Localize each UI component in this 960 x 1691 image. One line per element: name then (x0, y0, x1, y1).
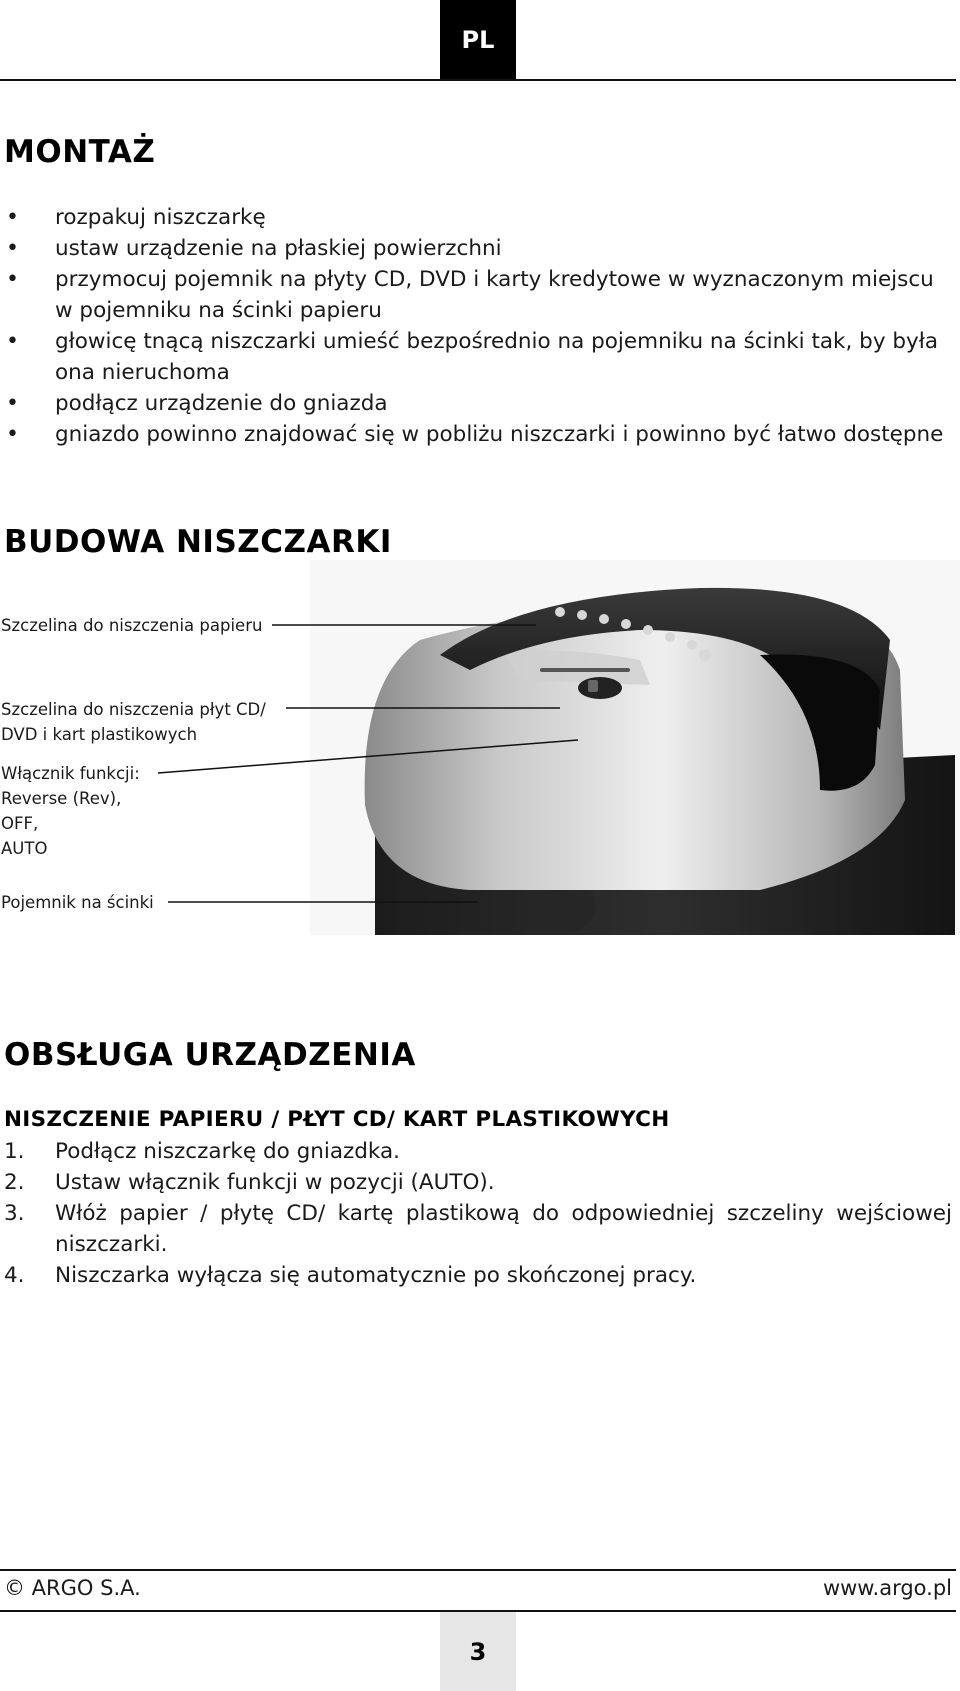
top-divider (0, 79, 956, 81)
list-item: • gniazdo powinno znajdować się w pobliżu niszczarki i powinno być łatwo dostępne (0, 419, 956, 450)
list-item: • rozpakuj niszczarkę (0, 202, 956, 233)
list-item: • przymocuj pojemnik na płyty CD, DVD i karty kredytowe w wyznaczonym miejscu w pojemniku na ścinki papieru (0, 264, 956, 326)
step-text: Podłącz niszczarkę do gniazdka. (55, 1139, 401, 1164)
step-number: 3. (4, 1201, 25, 1226)
label-line: AUTO (1, 839, 48, 858)
label-bin: Pojemnik na ścinki (1, 893, 154, 912)
label-line: OFF, (1, 814, 39, 833)
label-function-switch (1, 761, 140, 861)
subsection-title: NISZCZENIE PAPIERU / PŁYT CD/ KART PLASTIKOWYCH (4, 1107, 670, 1132)
label-line: Reverse (Rev), (1, 789, 122, 808)
section-title-budowa: BUDOWA NISZCZARKI (4, 524, 392, 560)
label-cd-slot (1, 697, 266, 747)
section-title-montaz: MONTAŻ (4, 134, 156, 170)
list-item: • podłącz urządzenie do gniazda (0, 388, 956, 419)
label-paper-slot: Szczelina do niszczenia papieru (1, 616, 263, 635)
list-item: • głowicę tnącą niszczarki umieść bezpośrednio na pojemniku na ścinki tak, by była ona nieruchoma (0, 326, 956, 388)
language-tab: PL (440, 0, 516, 80)
label-line: Włącznik funkcji: (1, 764, 140, 783)
step-text: Włóż papier / płytę CD/ kartę plastikową do odpowiedniej szczeliny wejściowej niszczarki. (55, 1201, 952, 1257)
step-number: 1. (4, 1139, 25, 1164)
footer-website[interactable]: www.argo.pl (822, 1576, 952, 1600)
list-item (0, 1260, 952, 1291)
section-title-obsluga: OBSŁUGA URZĄDZENIA (4, 1037, 416, 1073)
page-number: 3 (440, 1612, 516, 1691)
label-line: Szczelina do niszczenia płyt CD/ (1, 700, 266, 719)
list-item (0, 1198, 952, 1260)
footer-company: © ARGO S.A. (4, 1576, 141, 1600)
list-item (0, 1167, 952, 1198)
step-text: Niszczarka wyłącza się automatycznie po skończonej pracy. (55, 1263, 697, 1288)
step-text: Ustaw włącznik funkcji w pozycji (AUTO). (55, 1170, 495, 1195)
step-number: 2. (4, 1170, 25, 1195)
steps-list (0, 1136, 952, 1291)
footer-divider-top (0, 1569, 956, 1571)
list-item (0, 1136, 952, 1167)
shredder-diagram (0, 560, 960, 940)
montaz-list (0, 202, 956, 450)
list-item: • ustaw urządzenie na płaskiej powierzchni (0, 233, 956, 264)
step-number: 4. (4, 1263, 25, 1288)
label-line: DVD i kart plastikowych (1, 725, 198, 744)
